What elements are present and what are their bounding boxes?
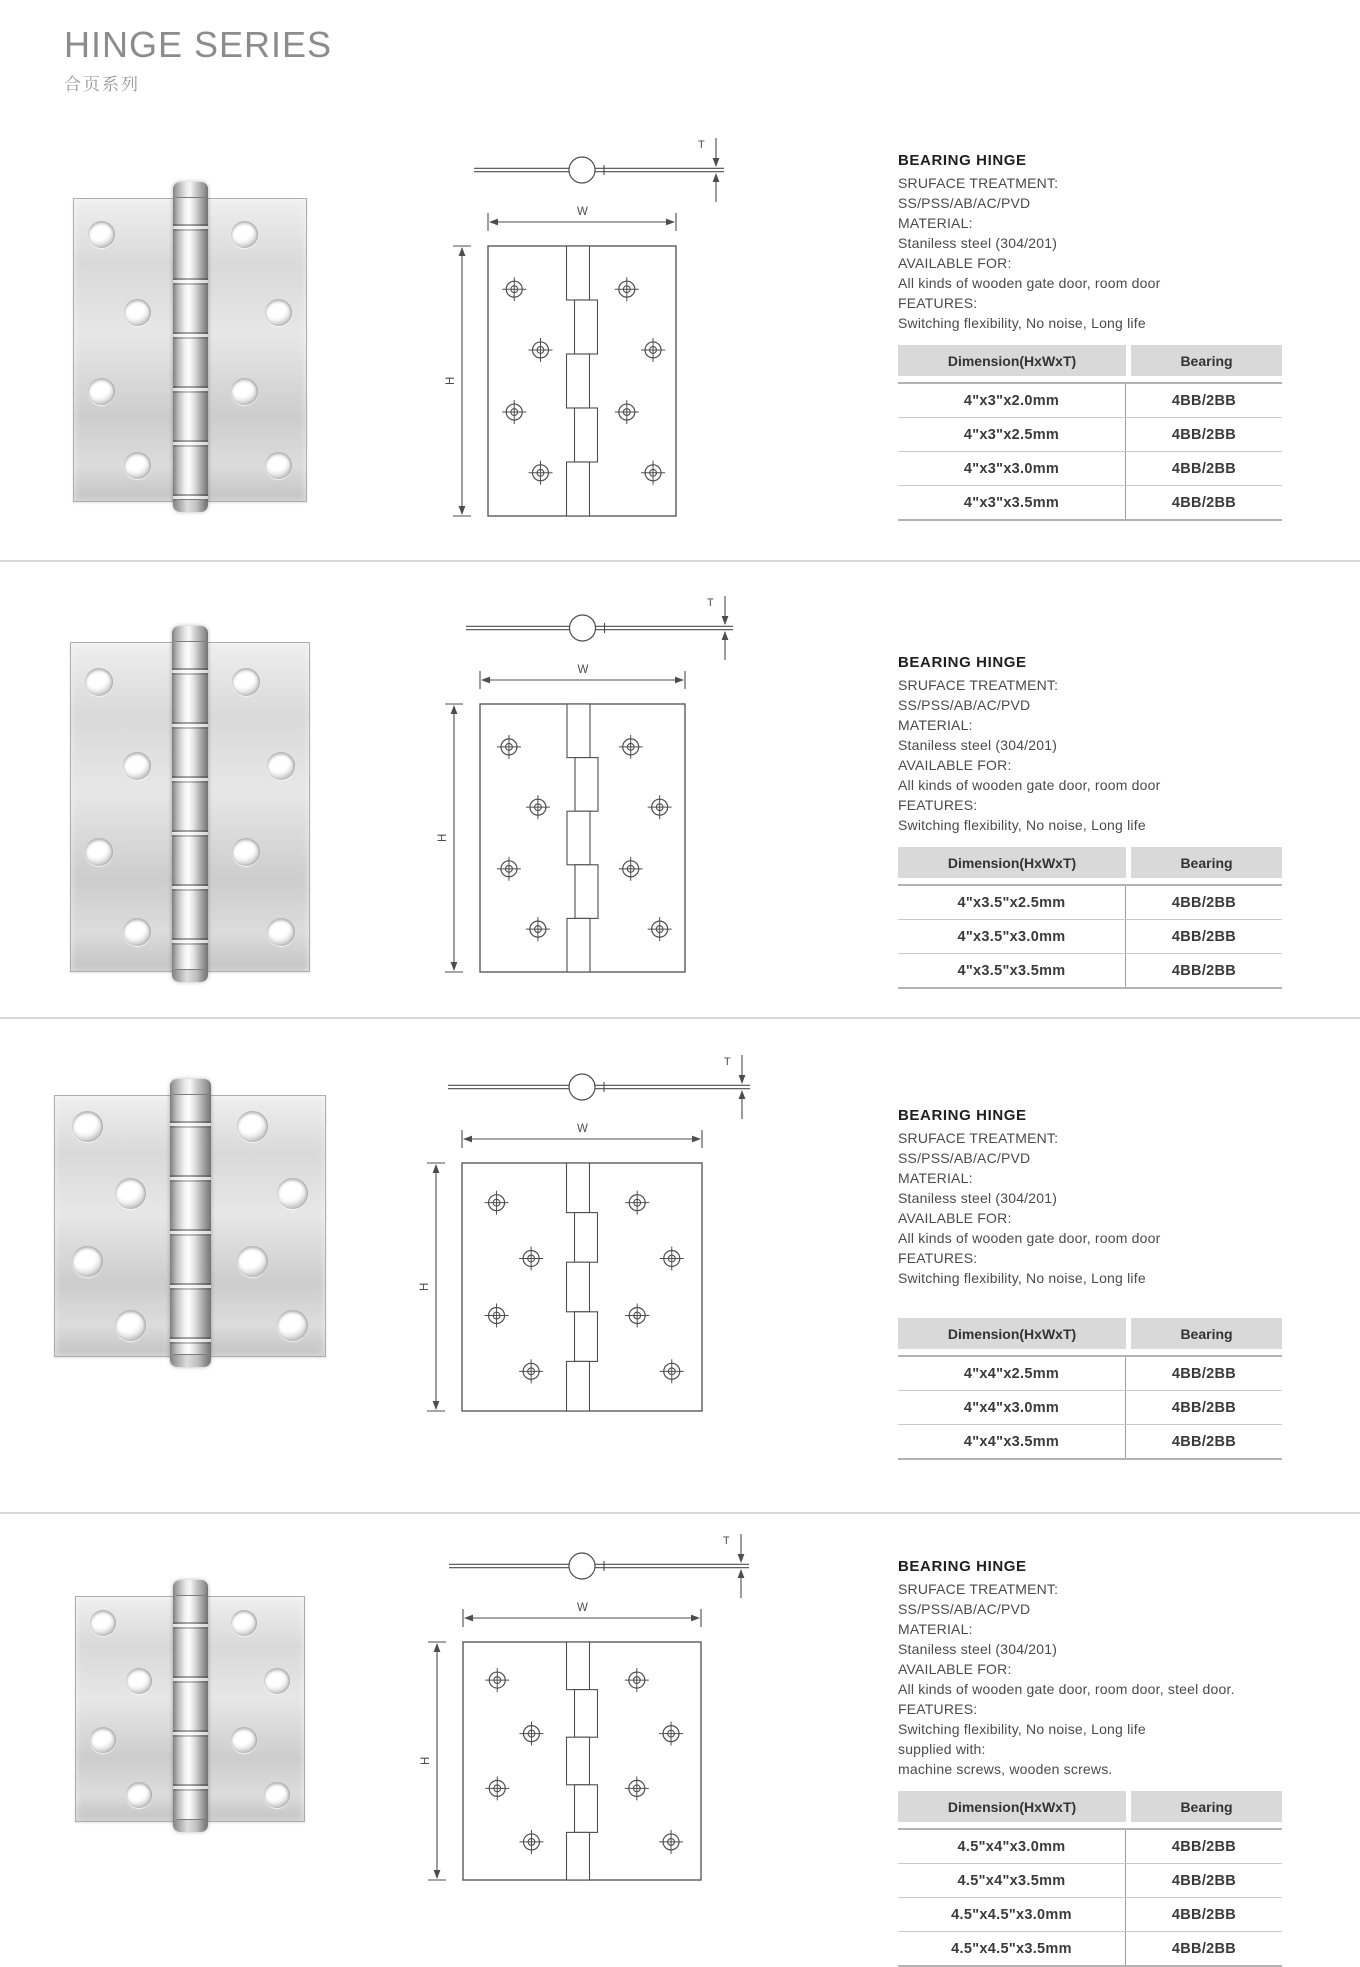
spec-line: Switching flexibility, No noise, Long life xyxy=(898,817,1146,833)
dimension-value: 4"x4"x3.0mm xyxy=(898,1391,1126,1424)
bearing-value: 4BB/2BB xyxy=(1171,1872,1237,1889)
spec-line: Staniless steel (304/201) xyxy=(898,1190,1058,1206)
table-row xyxy=(898,886,1282,920)
screw-hole xyxy=(264,1782,290,1808)
screw-hole xyxy=(124,452,151,479)
page-subtitle-chinese: 合页系列 xyxy=(64,75,140,95)
table-row xyxy=(898,1357,1282,1391)
dimension-value: 4.5"x4.5"x3.0mm xyxy=(898,1898,1126,1931)
table-body xyxy=(898,884,1282,989)
table-header-bearing: Bearing xyxy=(1131,847,1282,878)
spec-line: FEATURES: xyxy=(898,295,978,311)
drawing-column xyxy=(346,1019,816,1512)
spec-line: AVAILABLE FOR: xyxy=(898,757,1012,773)
spec-table xyxy=(898,345,1282,521)
hinge-product-photo xyxy=(75,1580,305,1832)
info-column xyxy=(816,140,1360,560)
bearing-value: 4BB/2BB xyxy=(1171,1433,1237,1450)
screw-hole xyxy=(90,1727,116,1753)
spec-line: All kinds of wooden gate door, room door xyxy=(898,275,1161,291)
dimension-value: 4.5"x4.5"x3.5mm xyxy=(898,1932,1126,1965)
screw-hole xyxy=(72,1246,103,1277)
bearing-value: 4BB/2BB xyxy=(1171,1838,1237,1855)
product-title: BEARING HINGE xyxy=(898,1558,1027,1575)
table-row xyxy=(898,1425,1282,1458)
photo-column xyxy=(0,1514,346,1967)
table-body xyxy=(898,1828,1282,1967)
spec-line: Switching flexibility, No noise, Long life xyxy=(898,1270,1146,1286)
screw-hole xyxy=(232,668,260,696)
product-specs xyxy=(898,1128,1348,1288)
dim-label-h: H xyxy=(420,1756,432,1765)
hinge-barrel xyxy=(170,1079,211,1367)
spec-line: AVAILABLE FOR: xyxy=(898,255,1012,271)
spec-line: SS/PSS/AB/AC/PVD xyxy=(898,697,1031,713)
dimension-value: 4.5"x4"x3.5mm xyxy=(898,1864,1126,1897)
screw-hole xyxy=(231,1610,257,1636)
hinge-product-photo xyxy=(54,1079,326,1367)
spec-line: SS/PSS/AB/AC/PVD xyxy=(898,195,1031,211)
screw-hole xyxy=(237,1246,268,1277)
knuckle-top-view xyxy=(569,157,595,183)
product-title: BEARING HINGE xyxy=(898,1107,1027,1124)
hinge-barrel xyxy=(173,182,208,512)
drawing-column xyxy=(346,140,816,560)
spec-table xyxy=(898,1318,1282,1460)
table-header-dimension: Dimension(HxWxT) xyxy=(898,345,1126,376)
screw-hole xyxy=(90,1610,116,1636)
table-header-dimension: Dimension(HxWxT) xyxy=(898,1791,1126,1822)
dimension-value: 4"x3.5"x3.5mm xyxy=(898,954,1126,987)
table-body xyxy=(898,382,1282,521)
table-row xyxy=(898,452,1282,486)
spec-line: SRUFACE TREATMENT: xyxy=(898,1130,1059,1146)
bearing-value: 4BB/2BB xyxy=(1171,962,1237,979)
table-row xyxy=(898,1830,1282,1864)
spec-line: FEATURES: xyxy=(898,1250,978,1266)
dimension-value: 4"x3"x2.0mm xyxy=(898,384,1126,417)
product-section xyxy=(0,1512,1360,1967)
dim-label-w: W xyxy=(577,206,588,218)
table-header-row xyxy=(898,1318,1282,1349)
bearing-value: 4BB/2BB xyxy=(1171,1399,1237,1416)
hinge-barrel-rings xyxy=(173,182,208,512)
dim-label-w: W xyxy=(577,1123,588,1135)
spec-table xyxy=(898,847,1282,989)
dim-label-t: T xyxy=(723,1535,730,1547)
table-body xyxy=(898,1355,1282,1460)
spec-line: AVAILABLE FOR: xyxy=(898,1661,1012,1677)
product-specs xyxy=(898,1579,1348,1779)
table-row xyxy=(898,384,1282,418)
info-column xyxy=(816,562,1360,1017)
table-row xyxy=(898,1391,1282,1425)
spec-line: Switching flexibility, No noise, Long life xyxy=(898,1721,1146,1737)
knuckle-top-view xyxy=(569,1553,595,1579)
screw-hole xyxy=(231,378,258,405)
dim-label-h: H xyxy=(445,376,457,385)
spec-table xyxy=(898,1791,1282,1967)
page-title: HINGE SERIES xyxy=(64,24,333,65)
spec-line: FEATURES: xyxy=(898,1701,978,1717)
table-row xyxy=(898,1864,1282,1898)
dimension-value: 4"x3.5"x2.5mm xyxy=(898,886,1126,919)
product-title: BEARING HINGE xyxy=(898,152,1027,169)
spec-line: SRUFACE TREATMENT: xyxy=(898,677,1059,693)
dim-label-t: T xyxy=(706,597,714,609)
dim-label-w: W xyxy=(577,664,588,676)
spec-line: MATERIAL: xyxy=(898,1170,973,1186)
table-header-dimension: Dimension(HxWxT) xyxy=(898,1318,1126,1349)
dimension-value: 4"x3"x3.0mm xyxy=(898,452,1126,485)
drawing-column xyxy=(346,562,816,1017)
screw-hole xyxy=(237,1111,268,1142)
spec-line: AVAILABLE FOR: xyxy=(898,1210,1012,1226)
screw-hole xyxy=(264,1668,290,1694)
bearing-value: 4BB/2BB xyxy=(1171,928,1237,945)
spec-line: MATERIAL: xyxy=(898,215,973,231)
spec-line: FEATURES: xyxy=(898,797,978,813)
dimension-value: 4"x3.5"x3.0mm xyxy=(898,920,1126,953)
hinge-technical-drawing xyxy=(396,1056,766,1512)
hinge-product-photo xyxy=(70,626,310,982)
photo-column xyxy=(0,140,346,560)
info-column xyxy=(816,1514,1360,1967)
spec-line: Staniless steel (304/201) xyxy=(898,1641,1058,1657)
dimension-value: 4.5"x4"x3.0mm xyxy=(898,1830,1126,1863)
screw-hole xyxy=(277,1310,308,1341)
table-header-bearing: Bearing xyxy=(1131,345,1282,376)
spec-line: MATERIAL: xyxy=(898,717,973,733)
hinge-barrel xyxy=(173,1580,208,1832)
spec-line: MATERIAL: xyxy=(898,1621,973,1637)
dim-label-h: H xyxy=(436,833,449,842)
table-row xyxy=(898,486,1282,519)
page-header xyxy=(0,0,1360,140)
spec-line: SRUFACE TREATMENT: xyxy=(898,1581,1059,1597)
bearing-value: 4BB/2BB xyxy=(1171,1906,1237,1923)
dim-label-t: T xyxy=(724,1056,731,1068)
product-section xyxy=(0,140,1360,560)
dimension-value: 4"x3"x3.5mm xyxy=(898,486,1126,519)
spec-line: SS/PSS/AB/AC/PVD xyxy=(898,1150,1031,1166)
dim-label-h: H xyxy=(419,1282,431,1291)
spec-line: Staniless steel (304/201) xyxy=(898,737,1058,753)
table-row xyxy=(898,954,1282,987)
screw-hole xyxy=(115,1310,146,1341)
spec-line: Switching flexibility, No noise, Long life xyxy=(898,315,1146,331)
screw-hole xyxy=(72,1111,103,1142)
hinge-barrel xyxy=(172,626,208,982)
table-row xyxy=(898,920,1282,954)
screw-hole xyxy=(124,299,151,326)
spec-line: supplied with: xyxy=(898,1741,986,1757)
screw-hole xyxy=(126,1668,152,1694)
table-header-row xyxy=(898,847,1282,878)
knuckle-top-view xyxy=(569,615,595,641)
screw-hole xyxy=(265,452,292,479)
screw-hole xyxy=(123,918,151,946)
spec-line: SRUFACE TREATMENT: xyxy=(898,175,1059,191)
dimension-value: 4"x3"x2.5mm xyxy=(898,418,1126,451)
spec-line: All kinds of wooden gate door, room door xyxy=(898,1230,1161,1246)
dimension-value: 4"x4"x3.5mm xyxy=(898,1425,1126,1458)
table-header-dimension: Dimension(HxWxT) xyxy=(898,847,1126,878)
info-column xyxy=(816,1019,1360,1512)
hinge-technical-drawing xyxy=(397,1535,765,1967)
spec-line: SS/PSS/AB/AC/PVD xyxy=(898,1601,1031,1617)
table-header-bearing: Bearing xyxy=(1131,1318,1282,1349)
screw-hole xyxy=(267,918,295,946)
screw-hole xyxy=(85,668,113,696)
table-header-row xyxy=(898,1791,1282,1822)
screw-hole xyxy=(115,1178,146,1209)
screw-hole xyxy=(232,838,260,866)
product-title: BEARING HINGE xyxy=(898,654,1027,671)
hinge-technical-drawing xyxy=(422,139,740,560)
bearing-value: 4BB/2BB xyxy=(1171,894,1237,911)
drawing-column xyxy=(346,1514,816,1967)
table-row xyxy=(898,1932,1282,1965)
screw-hole xyxy=(231,1727,257,1753)
screw-hole xyxy=(88,378,115,405)
photo-column xyxy=(0,1019,346,1512)
spec-line: machine screws, wooden screws. xyxy=(898,1761,1113,1777)
bearing-value: 4BB/2BB xyxy=(1171,426,1237,443)
screw-hole xyxy=(277,1178,308,1209)
dim-label-w: W xyxy=(577,1602,588,1614)
screw-hole xyxy=(267,752,295,780)
hinge-barrel-rings xyxy=(170,1079,211,1367)
product-section xyxy=(0,560,1360,1017)
screw-hole xyxy=(265,299,292,326)
screw-hole xyxy=(231,221,258,248)
screw-hole xyxy=(126,1782,152,1808)
screw-hole xyxy=(123,752,151,780)
dim-label-t: T xyxy=(698,139,705,151)
table-row xyxy=(898,1898,1282,1932)
spec-line: All kinds of wooden gate door, room door xyxy=(898,777,1161,793)
bearing-value: 4BB/2BB xyxy=(1171,460,1237,477)
bearing-value: 4BB/2BB xyxy=(1171,494,1237,511)
spec-line: All kinds of wooden gate door, room door, steel door. xyxy=(898,1681,1235,1697)
table-header-row xyxy=(898,345,1282,376)
hinge-barrel-rings xyxy=(172,626,208,982)
screw-hole xyxy=(85,838,113,866)
table-header-bearing: Bearing xyxy=(1131,1791,1282,1822)
product-specs xyxy=(898,675,1348,835)
bearing-value: 4BB/2BB xyxy=(1171,1365,1237,1382)
bearing-value: 4BB/2BB xyxy=(1171,1940,1237,1957)
hinge-product-photo xyxy=(73,182,307,512)
dimension-value: 4"x4"x2.5mm xyxy=(898,1357,1126,1390)
product-section xyxy=(0,1017,1360,1512)
bearing-value: 4BB/2BB xyxy=(1171,392,1237,409)
knuckle-top-view xyxy=(569,1074,595,1100)
table-row xyxy=(898,418,1282,452)
product-specs xyxy=(898,173,1348,333)
spec-line: Staniless steel (304/201) xyxy=(898,235,1058,251)
hinge-technical-drawing xyxy=(414,597,749,1017)
photo-column xyxy=(0,562,346,1017)
screw-hole xyxy=(88,221,115,248)
hinge-barrel-rings xyxy=(173,1580,208,1832)
